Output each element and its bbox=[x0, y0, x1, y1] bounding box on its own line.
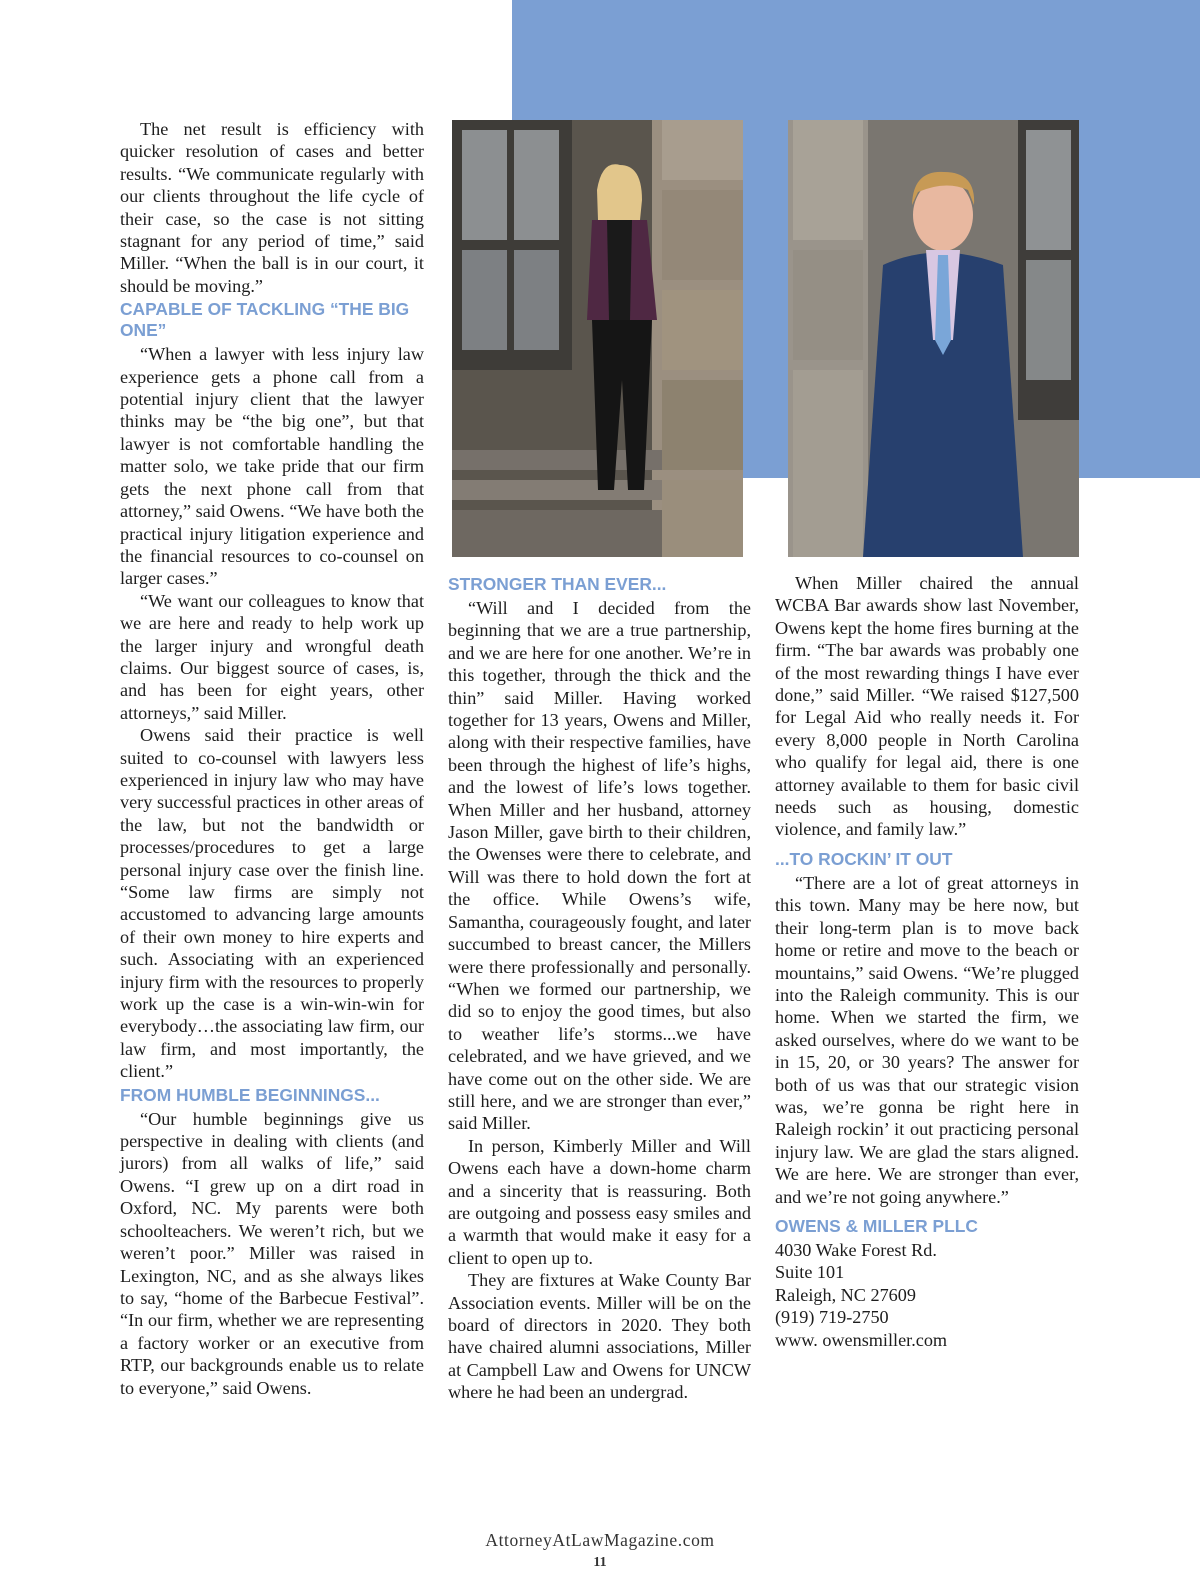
website-url: www. owensmiller.com bbox=[775, 1329, 948, 1350]
photo-will-owens bbox=[788, 120, 1079, 557]
article-column-3 bbox=[775, 572, 1079, 1351]
footer-website: AttorneyAtLawMagazine.com bbox=[485, 1530, 715, 1550]
paragraph: “When a lawyer with less injury law experience gets a phone call from a potential injury client that the lawyer thinks may be “the big one”, but that lawyer is not comfortable handling the matter solo, we take pride that our firm gets the next phone call from that attorney,” said Owens. “We have both the practical injury litigation experience and the financial resources to co-counsel on larger cases.” bbox=[120, 344, 424, 589]
paragraph: In person, Kimberly Miller and Will Owens each have a down-home charm and a sincerity that is reassuring. Both are outgoing and possess easy smiles and a warmth that would make it easy for a client to open up to. bbox=[448, 1135, 751, 1268]
section-heading: FROM HUMBLE BEGINNINGS... bbox=[120, 1084, 380, 1105]
phone-number: (919) 719-2750 bbox=[775, 1307, 889, 1328]
article-column-2 bbox=[448, 572, 751, 1404]
address-line: Suite 101 bbox=[775, 1262, 845, 1283]
section-heading: ...TO ROCKIN’ IT OUT bbox=[775, 848, 953, 869]
address-line: Raleigh, NC 27609 bbox=[775, 1284, 916, 1305]
paragraph: Owens said their practice is well suited to co-counsel with lawyers less experienced in injury law who may have very successful practices in other areas of the law, but not the bandwidth or processes/procedures to get a large personal injury case over the finish line. “Some law firms are simply not accustomed to advancing large amounts of their own money to hire experts and such. Associating with an experienced injury firm with the resources to properly work up the case is a win-win-win for everybody…the associating law firm, our law firm, and most importantly, the client.” bbox=[120, 725, 424, 1082]
address-line: 4030 Wake Forest Rd. bbox=[775, 1239, 937, 1260]
section-heading: CAPABLE OF TACKLING “THE BIG ONE” bbox=[120, 299, 410, 341]
page-number: 11 bbox=[593, 1555, 607, 1570]
article-column-1 bbox=[120, 118, 424, 1399]
man-leaning-portrait-icon bbox=[788, 120, 1079, 557]
paragraph: They are fixtures at Wake County Bar Association events. Miller will be on the board of directors in 2020. They both have chaired alumni associations, Miller at Campbell Law and Owens for UNCW where he had been an undergrad. bbox=[448, 1270, 751, 1403]
paragraph: The net result is efficiency with quicker resolution of cases and better results. “We communicate regularly with our clients throughout the life cycle of their case, so the case is not sitting stagnant for any period of time,” said Miller. “When the ball is in our court, it should be moving.” bbox=[120, 119, 424, 296]
firm-name-heading: OWENS & MILLER PLLC bbox=[775, 1215, 978, 1236]
woman-standing-portrait-icon bbox=[452, 120, 743, 557]
paragraph: “We want our colleagues to know that we are here and ready to help work up the larger injury and wrongful death claims. Our biggest source of cases, is, and has been for eight years, other attorneys,” said Miller. bbox=[120, 590, 424, 723]
paragraph: “Our humble beginnings give us perspective in dealing with clients (and jurors) from all walks of life,” said Owens. “I grew up on a dirt road in Oxford, NC. My parents were both schoolteachers. We weren’t rich, but we weren’t poor.” Miller was raised in Lexington, NC, and as she always likes to say, “home of the Barbecue Festival”. “In our firm, whether we are representing a factory worker or an executive from RTP, our backgrounds enable us to relate to everyone,” said Owens. bbox=[120, 1108, 424, 1398]
firm-address bbox=[775, 1239, 1079, 1351]
photo-kimberly-miller bbox=[452, 120, 743, 557]
paragraph: When Miller chaired the annual WCBA Bar awards show last November, Owens kept the home fires burning at the firm. “The bar awards was probably one of the most rewarding things I have ever done,” said Miller. “We raised $127,500 for Legal Aid who really needs it. For every 8,000 people in North Carolina who qualify for legal aid, there is one attorney available to them for basic civil needs such as housing, domestic violence, and family law.” bbox=[775, 573, 1079, 840]
section-heading: STRONGER THAN EVER... bbox=[448, 574, 667, 594]
paragraph: “Will and I decided from the beginning that we are a true partnership, and we are here for one another. We’re in this together, through the thick and the thin” said Miller. Having worked together for 13 years, Owens and Miller, along with their respective families, have been through the highest of life’s highs, and the lowest of life’s lows together. When Miller and her husband, attorney Jason Miller, gave birth to their children, the Owenses were there to celebrate, and Will was there to hold down the fort at the office. While Owens’s wife, Samantha, courageously fought, and later succumbed to breast cancer, the Millers were there professionally and personally. “When we formed our partnership, we did so to enjoy the good times, but also to weather life’s storms...we have celebrated, and we have grieved, and we have come out on the other side. We are still here, and we are stronger than ever,” said Miller. bbox=[448, 598, 751, 1134]
paragraph: “There are a lot of great attorneys in this town. Many may be here now, but their long-term plan is to move back home or retire and move to the beach or mountains,” said Owens. “We’re plugged into the Raleigh community. This is our home. When we started the firm, we asked ourselves, where do we want to be in 15, 20, or 30 years? The answer for both of us was that our strategic vision was, we’re gonna be right here in Raleigh rockin’ it out practicing personal injury law. We are glad the stars aligned. We are here. We are stronger than ever, and we’re not going anywhere.” bbox=[775, 872, 1079, 1207]
